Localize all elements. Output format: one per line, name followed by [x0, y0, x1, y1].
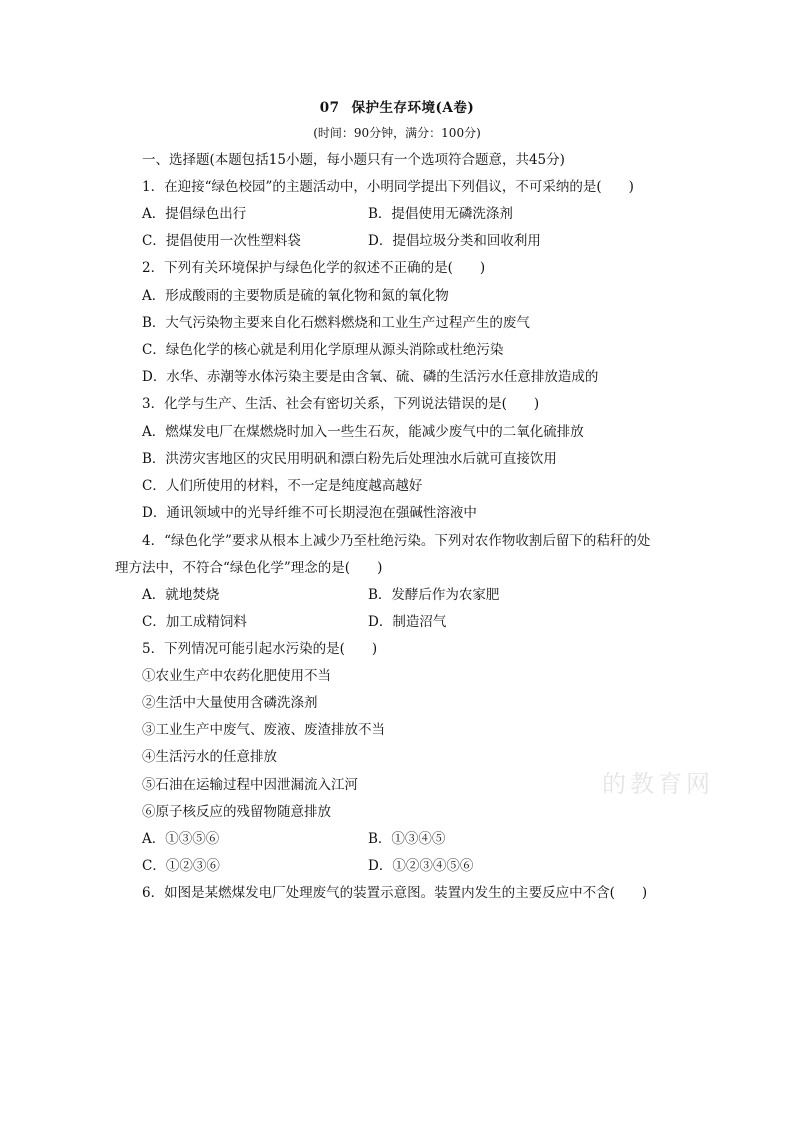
question-3-stem: 3．化学与生产、生活、社会有密切关系，下列说法错误的是( ) — [142, 396, 540, 412]
question-5-option-b: B．①③④⑤ — [368, 831, 446, 847]
question-5-item: ①农业生产中农药化肥使用不当 — [142, 668, 331, 684]
question-1-option-d: D．提倡垃圾分类和回收利用 — [368, 233, 541, 249]
question-5-item: ⑤石油在运输过程中因泄漏流入江河 — [142, 777, 358, 793]
question-2-stem: 2．下列有关环境保护与绿色化学的叙述不正确的是( ) — [142, 260, 486, 276]
question-2-option-d: D．水华、赤潮等水体污染主要是由含氧、硫、磷的生活污水任意排放造成的 — [142, 369, 599, 385]
question-2-option-b: B．大气污染物主要来自化石燃料燃烧和工业生产过程产生的废气 — [142, 315, 530, 331]
question-6-stem: 6．如图是某燃煤发电厂处理废气的装置示意图。装置内发生的主要反应中不含( ) — [142, 885, 648, 901]
question-1-stem: 1．在迎接“绿色校园”的主题活动中，小明同学提出下列倡议，不可采纳的是( ) — [142, 179, 634, 195]
question-4-stem-line-1: 4．“绿色化学”要求从根本上减少乃至杜绝污染。下列对农作物收割后留下的秸秆的处 — [142, 533, 651, 549]
question-5-item: ⑥原子核反应的残留物随意排放 — [142, 804, 331, 820]
question-5-item: ④生活污水的任意排放 — [142, 749, 277, 765]
title-number: 07 — [319, 100, 340, 116]
watermark: 的教育网 — [602, 770, 714, 798]
question-1-option-c: C．提倡使用一次性塑料袋 — [142, 233, 301, 249]
section-heading: 一、选择题(本题包括15小题，每小题只有一个选项符合题意，共45分) — [142, 152, 565, 168]
title-text: 保护生存环境(A卷) — [351, 100, 475, 116]
question-2-option-a: A．形成酸雨的主要物质是硫的氧化物和氮的氧化物 — [142, 288, 449, 304]
question-4-option-d: D．制造沼气 — [368, 614, 447, 630]
question-1-option-a: A．提倡绿色出行 — [142, 206, 247, 222]
question-4-stem-line-2: 理方法中，不符合“绿色化学”理念的是( ) — [115, 560, 383, 576]
question-3-option-d: D．通讯领域中的光导纤维不可长期浸泡在强碱性溶液中 — [142, 505, 477, 521]
question-5-item: ②生活中大量使用含磷洗涤剂 — [142, 695, 318, 711]
question-5-option-a: A．①③⑤⑥ — [142, 831, 220, 847]
page-title — [0, 96, 794, 116]
question-2-option-c: C．绿色化学的核心就是利用化学原理从源头消除或杜绝污染 — [142, 342, 504, 358]
question-4-option-c: C．加工成精饲料 — [142, 614, 247, 630]
question-3-option-a: A．燃煤发电厂在煤燃烧时加入一些生石灰，能减少废气中的二氧化硫排放 — [142, 424, 584, 440]
question-5-option-c: C．①②③⑥ — [142, 858, 220, 874]
question-5-stem: 5．下列情况可能引起水污染的是( ) — [142, 641, 378, 657]
question-1-option-b: B．提倡使用无磷洗涤剂 — [368, 206, 513, 222]
question-3-option-b: B．洪涝灾害地区的灾民用明矾和漂白粉先后处理浊水后就可直接饮用 — [142, 451, 557, 467]
question-4-option-b: B．发酵后作为农家肥 — [368, 587, 500, 603]
question-3-option-c: C．人们所使用的材料，不一定是纯度越高越好 — [142, 478, 423, 494]
question-5-item: ③工业生产中废气、废液、废渣排放不当 — [142, 722, 385, 738]
question-4-option-a: A．就地焚烧 — [142, 587, 220, 603]
page-subtitle: (时间：90分钟，满分：100分) — [313, 126, 481, 140]
question-5-option-d: D．①②③④⑤⑥ — [368, 858, 474, 874]
